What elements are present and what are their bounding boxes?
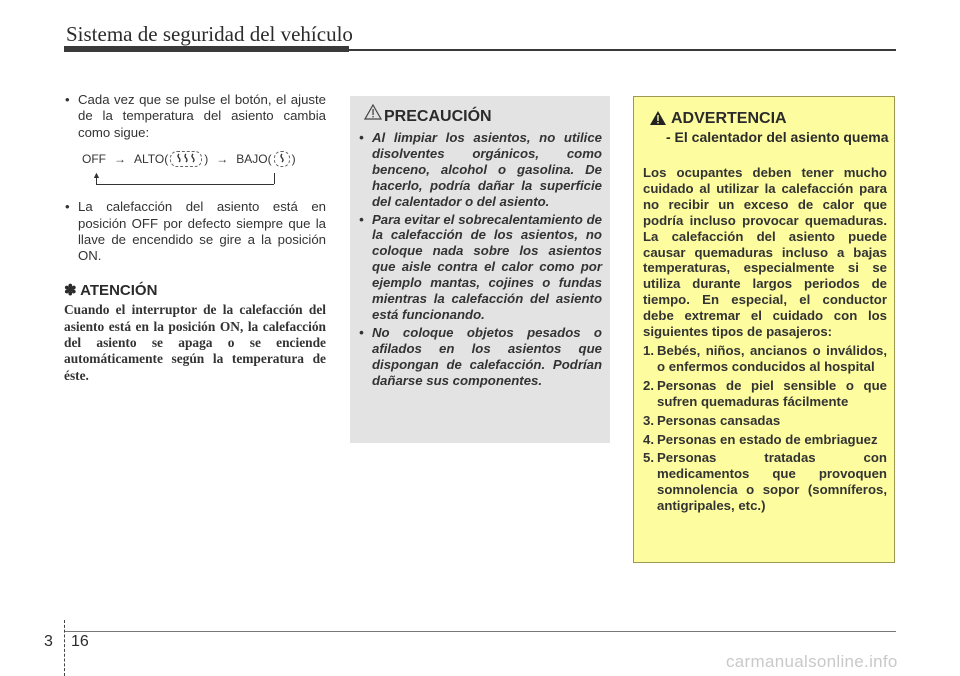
warning-intro: Los ocupantes deben tener mucho cuidado al utilizar la calefacción para no recibir un exceso de calor que podría incluso provocar quemaduras. La calefacción del asiento puede causar quemaduras incluso a bajas temperaturas, especialmente si se utiliza durante largos periodos de tiempo. En especial, el conductor debe extremar el cuidado con los siguientes tipos de pasajeros: (643, 165, 887, 340)
diagram-arrow: → (114, 152, 126, 167)
caution-title: PRECAUCIÓN (384, 108, 492, 125)
diagram-alto-label: ALTO( (134, 152, 169, 167)
warning-item: 4. Personas en estado de embriaguez (643, 431, 878, 447)
caution-list (358, 130, 602, 391)
page-number: 16 (71, 633, 89, 650)
header-rule-thick (64, 46, 349, 52)
warning-box (633, 96, 895, 563)
watermark: carmanualsonline.info (726, 652, 898, 671)
attention-body: Cuando el interruptor de la calefacción del asiento está en la posición ON, la calefacción del asiento se apaga o se enciende automáticamente según la temperatura de éste. (64, 302, 326, 383)
attention-title: ✽ ATENCIÓN (64, 281, 158, 299)
left-column (64, 92, 326, 384)
warning-subtitle: - El calentador del asiento quema (666, 129, 889, 145)
warning-item: 2. Personas de piel sensible o que sufren quemaduras fácilmente (643, 377, 887, 409)
warning-body (643, 165, 887, 514)
page-number-separator (64, 620, 66, 676)
caution-item: • Al limpiar los asientos, no utilice disolventes orgánicos, como benceno, alcohol o gasolina. De hacerlo, podría dañar la superficie del calentador o del asiento. (358, 130, 602, 210)
heat-level-diagram (64, 147, 326, 193)
diagram-arrow-2: → (216, 152, 229, 167)
diagram-bajo-label: BAJO( (236, 152, 272, 167)
seat-heat-low-icon (274, 151, 290, 167)
warning-title: ADVERTENCIA (671, 110, 787, 127)
bullet-temperature-cycle: • Cada vez que se pulse el botón, el ajuste de la temperatura del asiento cambia como sigue: (64, 92, 326, 141)
warning-item: 3. Personas cansadas (643, 412, 781, 428)
diagram-return-line (96, 184, 274, 185)
warning-triangle-icon (649, 110, 667, 126)
caution-box (350, 96, 610, 443)
seat-heat-high-icon (170, 151, 202, 167)
footer-rule (64, 631, 896, 632)
bullet-default-off: • La calefacción del asiento está en posición OFF por defecto siempre que la llave de encendido se gire a la posición ON. (64, 199, 326, 265)
diagram-return-arrowhead: ▲ (92, 170, 101, 181)
warning-item: 5. Personas tratadas con medicamentos que provoquen somnolencia o sopor (somníferos, antigripales, etc.) (643, 450, 887, 514)
diagram-off-label: OFF (82, 152, 106, 167)
caution-item: • Para evitar el sobrecalentamiento de la calefacción de los asientos, no coloque nada sobre los asientos que aisle contra el calor como por ejemplo mantas, cojines o fundas mientras la calefacción del asiento está funcionando. (358, 212, 602, 323)
warning-item: 1. Bebés, niños, ancianos o inválidos, o enfermos conducidos al hospital (643, 342, 887, 374)
diagram-return-line-right (274, 173, 275, 184)
diagram-close-paren-1: ) (204, 152, 209, 167)
header-rule-thin (349, 49, 896, 51)
caution-item: • No coloque objetos pesados o afilados en los asientos que dispongan de calefacción. Podrían dañarse sus componentes. (358, 325, 602, 389)
warning-list (643, 343, 887, 514)
caution-triangle-icon (364, 104, 382, 120)
diagram-close-paren-2: ) (291, 152, 296, 167)
page-header-title: Sistema de seguridad del vehículo (66, 22, 353, 46)
chapter-number: 3 (44, 633, 53, 650)
